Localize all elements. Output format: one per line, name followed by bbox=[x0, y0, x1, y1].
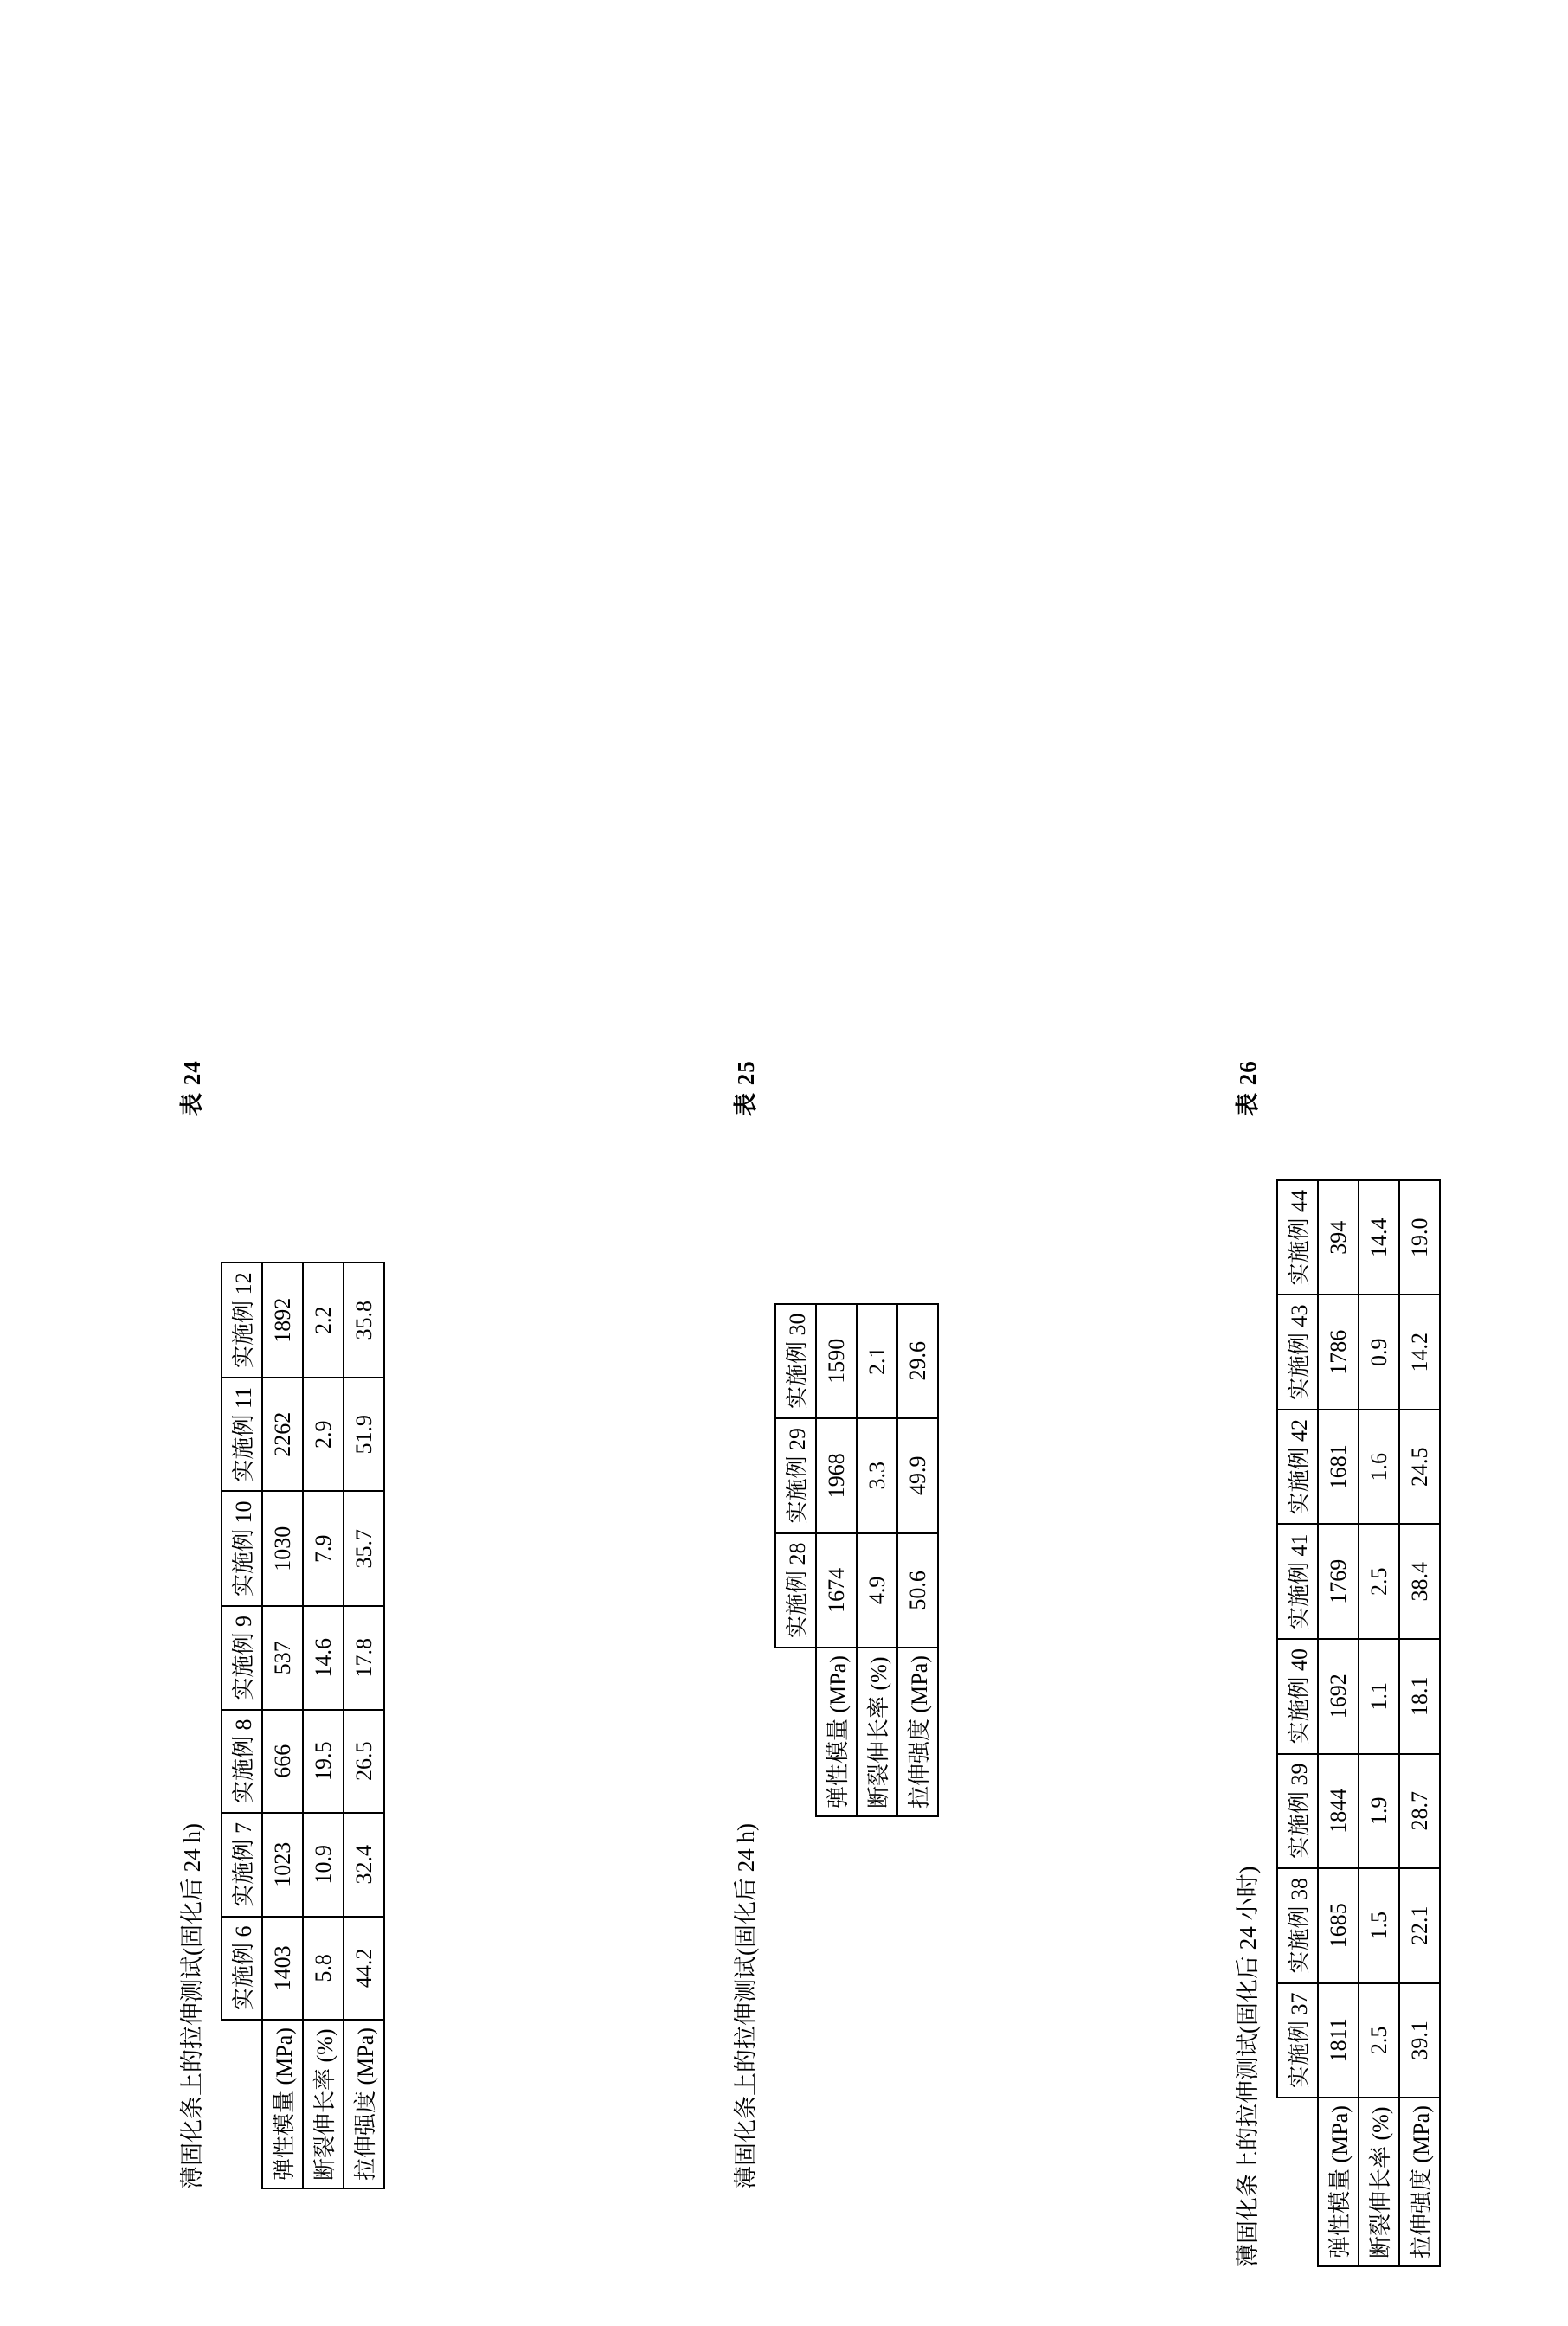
row-header: 弹性模量 (MPa) bbox=[816, 1648, 857, 1816]
column-header: 实施例 44 bbox=[1277, 1180, 1318, 1295]
table-row bbox=[303, 1263, 344, 2188]
table-corner-cell bbox=[1277, 2098, 1318, 2266]
table-cell: 2.2 bbox=[303, 1263, 344, 1378]
table-cell: 29.6 bbox=[897, 1304, 938, 1419]
table-cell: 1786 bbox=[1318, 1295, 1359, 1410]
table-cell: 2.1 bbox=[857, 1304, 897, 1419]
table-cell: 666 bbox=[262, 1710, 303, 1814]
table-cell: 2.5 bbox=[1359, 1524, 1399, 1639]
column-header: 实施例 40 bbox=[1277, 1639, 1318, 1754]
table-cell: 24.5 bbox=[1399, 1410, 1440, 1525]
table-cell: 2262 bbox=[262, 1378, 303, 1492]
table-cell: 22.1 bbox=[1399, 1868, 1440, 1983]
column-header: 实施例 29 bbox=[775, 1418, 816, 1533]
column-header: 实施例 11 bbox=[222, 1378, 262, 1492]
table-26-caption: 薄固化条上的拉伸测试(固化后 24 小时) bbox=[1235, 1866, 1261, 2267]
table-cell: 2.9 bbox=[303, 1378, 344, 1492]
table-26-group bbox=[1229, 52, 1568, 2267]
table-cell: 1023 bbox=[262, 1813, 303, 1917]
table-cell: 1968 bbox=[816, 1418, 857, 1533]
table-cell: 35.7 bbox=[344, 1491, 384, 1606]
row-header: 断裂伸长率 (%) bbox=[1359, 2098, 1399, 2266]
row-header: 弹性模量 (MPa) bbox=[1318, 2098, 1359, 2266]
table-cell: 1892 bbox=[262, 1263, 303, 1378]
column-header: 实施例 42 bbox=[1277, 1410, 1318, 1525]
table-cell: 1.9 bbox=[1359, 1754, 1399, 1869]
table-24-title: 表 24 bbox=[179, 1060, 205, 1116]
table-cell: 10.9 bbox=[303, 1813, 344, 1917]
column-header: 实施例 10 bbox=[222, 1491, 262, 1606]
table-cell: 1.1 bbox=[1359, 1639, 1399, 1754]
table-row bbox=[857, 1304, 897, 1816]
table-cell: 17.8 bbox=[344, 1606, 384, 1710]
table-row bbox=[344, 1263, 384, 2188]
table-cell: 44.2 bbox=[344, 1917, 384, 2021]
table-24 bbox=[221, 1262, 385, 2189]
table-cell: 1692 bbox=[1318, 1639, 1359, 1754]
column-header: 实施例 39 bbox=[1277, 1754, 1318, 1869]
table-cell: 14.6 bbox=[303, 1606, 344, 1710]
row-header: 拉伸强度 (MPa) bbox=[1399, 2098, 1440, 2266]
row-header: 拉伸强度 (MPa) bbox=[344, 2020, 384, 2188]
row-header: 断裂伸长率 (%) bbox=[303, 2020, 344, 2188]
table-24-group bbox=[173, 112, 658, 2189]
table-cell: 28.7 bbox=[1399, 1754, 1440, 1869]
table-cell: 18.1 bbox=[1399, 1639, 1440, 1754]
table-24-caption: 薄固化条上的拉伸测试(固化后 24 h) bbox=[179, 1823, 205, 2189]
table-25-group bbox=[727, 112, 1211, 2189]
table-row bbox=[775, 1304, 816, 1816]
column-header: 实施例 12 bbox=[222, 1263, 262, 1378]
table-cell: 1.5 bbox=[1359, 1868, 1399, 1983]
table-cell: 5.8 bbox=[303, 1917, 344, 2021]
column-header: 实施例 37 bbox=[1277, 1983, 1318, 2098]
table-row bbox=[897, 1304, 938, 1816]
table-row bbox=[262, 1263, 303, 2188]
table-cell: 7.9 bbox=[303, 1491, 344, 1606]
column-header: 实施例 6 bbox=[222, 1917, 262, 2021]
table-cell: 1674 bbox=[816, 1533, 857, 1648]
table-cell: 1403 bbox=[262, 1917, 303, 2021]
column-header: 实施例 41 bbox=[1277, 1524, 1318, 1639]
table-25-caption: 薄固化条上的拉伸测试(固化后 24 h) bbox=[733, 1823, 759, 2189]
table-cell: 14.4 bbox=[1359, 1180, 1399, 1295]
table-cell: 3.3 bbox=[857, 1418, 897, 1533]
table-cell: 0.9 bbox=[1359, 1295, 1399, 1410]
row-header: 弹性模量 (MPa) bbox=[262, 2020, 303, 2188]
table-cell: 19.5 bbox=[303, 1710, 344, 1814]
table-25 bbox=[774, 1303, 939, 1817]
table-row bbox=[1359, 1180, 1399, 2266]
table-cell: 537 bbox=[262, 1606, 303, 1710]
table-cell: 49.9 bbox=[897, 1418, 938, 1533]
table-cell: 394 bbox=[1318, 1180, 1359, 1295]
row-header: 拉伸强度 (MPa) bbox=[897, 1648, 938, 1816]
table-row bbox=[1399, 1180, 1440, 2266]
column-header: 实施例 38 bbox=[1277, 1868, 1318, 1983]
table-cell: 1030 bbox=[262, 1491, 303, 1606]
table-cell: 32.4 bbox=[344, 1813, 384, 1917]
table-cell: 51.9 bbox=[344, 1378, 384, 1492]
table-cell: 26.5 bbox=[344, 1710, 384, 1814]
table-cell: 35.8 bbox=[344, 1263, 384, 1378]
table-26 bbox=[1276, 1179, 1441, 2267]
table-cell: 2.5 bbox=[1359, 1983, 1399, 2098]
column-header: 实施例 7 bbox=[222, 1813, 262, 1917]
table-cell: 14.2 bbox=[1399, 1295, 1440, 1410]
table-cell: 1769 bbox=[1318, 1524, 1359, 1639]
table-cell: 39.1 bbox=[1399, 1983, 1440, 2098]
table-row bbox=[816, 1304, 857, 1816]
table-row bbox=[1318, 1180, 1359, 2266]
table-cell: 1590 bbox=[816, 1304, 857, 1419]
column-header: 实施例 8 bbox=[222, 1710, 262, 1814]
column-header: 实施例 43 bbox=[1277, 1295, 1318, 1410]
table-corner-cell bbox=[222, 2020, 262, 2188]
row-header: 断裂伸长率 (%) bbox=[857, 1648, 897, 1816]
table-cell: 19.0 bbox=[1399, 1180, 1440, 1295]
column-header: 实施例 28 bbox=[775, 1533, 816, 1648]
column-header: 实施例 30 bbox=[775, 1304, 816, 1419]
table-25-title: 表 25 bbox=[733, 1060, 759, 1116]
table-26-title: 表 26 bbox=[1235, 1060, 1261, 1116]
table-corner-cell bbox=[775, 1648, 816, 1816]
table-row bbox=[222, 1263, 262, 2188]
table-cell: 1844 bbox=[1318, 1754, 1359, 1869]
table-cell: 1685 bbox=[1318, 1868, 1359, 1983]
table-cell: 38.4 bbox=[1399, 1524, 1440, 1639]
table-row bbox=[1277, 1180, 1318, 2266]
table-cell: 4.9 bbox=[857, 1533, 897, 1648]
table-cell: 1811 bbox=[1318, 1983, 1359, 2098]
column-header: 实施例 9 bbox=[222, 1606, 262, 1710]
table-cell: 1681 bbox=[1318, 1410, 1359, 1525]
table-cell: 50.6 bbox=[897, 1533, 938, 1648]
table-cell: 1.6 bbox=[1359, 1410, 1399, 1525]
